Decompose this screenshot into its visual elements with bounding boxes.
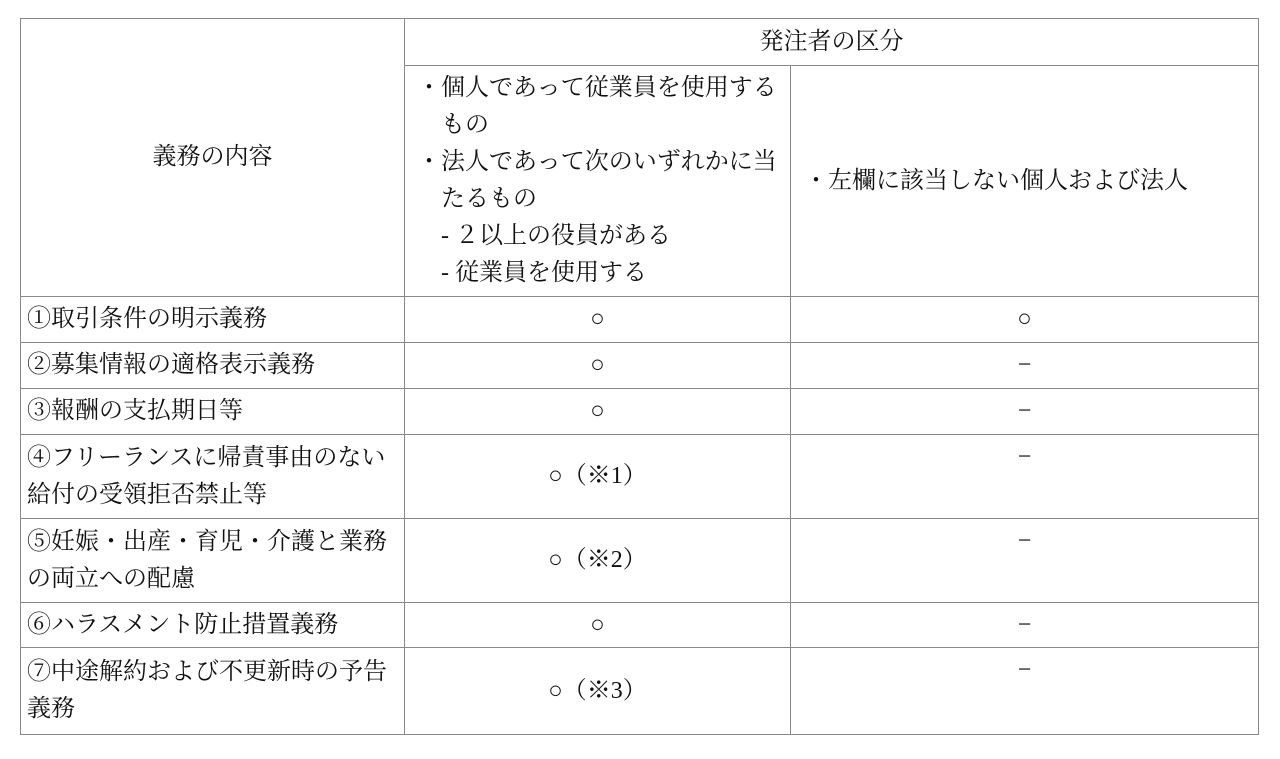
obligation-label: ④フリーランスに帰責事由のない給付の受領拒否禁止等	[21, 435, 405, 519]
applies-type-a-value: ○	[405, 389, 791, 435]
orderer-type-b-header: ・左欄に該当しない個人および法人	[791, 66, 1259, 297]
orderer-type-a-line: もの	[417, 112, 489, 138]
applies-type-a-value: ○	[405, 603, 791, 648]
applies-type-b-value: −	[791, 519, 1259, 603]
orderer-type-a-line: - 従業員を使用する	[417, 260, 647, 286]
obligation-label: ③報酬の支払期日等	[21, 389, 405, 435]
orderer-type-a-line: ・個人であって従業員を使用する	[417, 75, 777, 101]
obligation-label: ②募集情報の適格表示義務	[21, 343, 405, 389]
applies-type-a-value: ○（※2）	[405, 519, 791, 603]
table-row-7	[21, 648, 1259, 735]
table-row-6	[21, 603, 1259, 648]
obligation-label: ⑤妊娠・出産・育児・介護と業務の両立への配慮	[21, 519, 405, 603]
orderer-type-a-line: ・法人であって次のいずれかに当	[417, 149, 777, 175]
obligation-label: ①取引条件の明示義務	[21, 297, 405, 343]
applies-type-b-value: −	[791, 435, 1259, 519]
applies-type-b-value: ○	[791, 297, 1259, 343]
applies-type-a-value: ○	[405, 297, 791, 343]
obligation-label: ⑥ハラスメント防止措置義務	[21, 603, 405, 648]
applies-type-b-value: −	[791, 389, 1259, 435]
applies-type-b-value: −	[791, 648, 1259, 735]
applies-type-a-value: ○（※1）	[405, 435, 791, 519]
orderer-type-a-header	[405, 66, 791, 297]
orderer-type-a-line: - ２以上の役員がある	[417, 223, 671, 249]
table-row-2	[21, 343, 1259, 389]
table-row-1	[21, 297, 1259, 343]
freelance-obligations-table	[20, 18, 1259, 735]
applies-type-b-value: −	[791, 603, 1259, 648]
table-row-4	[21, 435, 1259, 519]
obligation-label: ⑦中途解約および不更新時の予告義務	[21, 648, 405, 735]
applies-type-b-value: −	[791, 343, 1259, 389]
obligation-column-header: 義務の内容	[21, 19, 405, 297]
applies-type-a-value: ○	[405, 343, 791, 389]
header-row-top	[21, 19, 1259, 66]
applies-type-a-value: ○（※3）	[405, 648, 791, 735]
orderer-type-a-line: たるもの	[417, 186, 537, 212]
table-row-5	[21, 519, 1259, 603]
table-row-3	[21, 389, 1259, 435]
orderer-category-header: 発注者の区分	[405, 19, 1259, 66]
